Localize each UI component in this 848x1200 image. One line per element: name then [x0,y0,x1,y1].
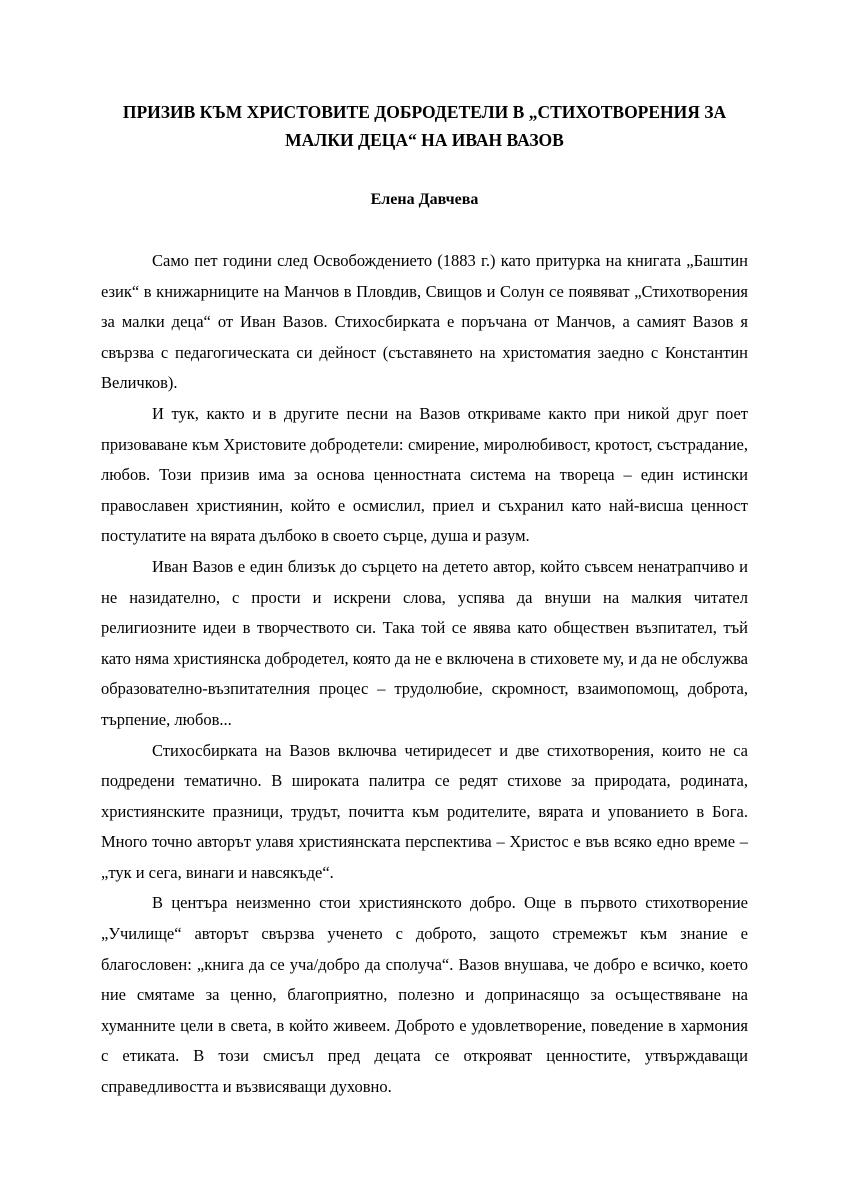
document-page [101,98,748,1103]
paragraph-5: В центъра неизменно стои християнското добро. Още в първото стихотворение „Училище“ авторът свързва ученето с доброто, защото стремежът към знание е благословен: „книга да се уча/добро да сполуча“. Вазов внушава, че добро е всичко, което ние смятаме за ценно, благоприятно, полезно и допринасящо за осъществяване на хуманните цели в света, в който живеем. Доброто е удовлетворение, поведение в хармония с етиката. В този смисъл пред децата се открояват ценностите, утвърждаващи справедливостта и възвисяващи духовно. [101,893,748,1097]
paragraph-3: Иван Вазов е един близък до сърцето на детето автор, който съвсем ненатрапчиво и не назидателно, с прости и искрени слова, успява да внуши на малкия читател религиозните идеи в творчеството си. Така той се явява като обществен възпитател, тъй като няма християнска добродетел, която да не е включена в стиховете му, и да не обслужва образователно-възпитателния процес – трудолюбие, скромност, взаимопомощ, доброта, търпение, любов... [101,556,748,729]
page-title [101,98,748,154]
title-line-2: МАЛКИ ДЕЦА“ НА ИВАН ВАЗОВ [285,130,564,150]
article-body [101,246,748,1103]
title-line-1: ПРИЗИВ КЪМ ХРИСТОВИТЕ ДОБРОДЕТЕЛИ В „СТИХОТВОРЕНИЯ ЗА [122,102,727,122]
paragraph-2: И тук, както и в другите песни на Вазов откриваме както при никой друг поет призоваване към Христовите добродетели: смирение, миролюбивост, кротост, състрадание, любов. Този призив има за основа ценностната система на твореца – един истински православен християнин, който е осмислил, приел и съхранил като най-висша ценност постулатите на вярата дълбоко в своето сърце, душа и разум. [101,403,748,546]
author-name: Елена Давчева [370,191,479,208]
paragraph-4: Стихосбирката на Вазов включва четиридесет и две стихотворения, които не са подредени тематично. В широката палитра се редят стихове за природата, родината, християнските празници, трудът, почитта към родителите, вярата и упованието в Бога. Много точно авторът улавя християнската перспектива – Христос е във всяко едно време – „тук и сега, винаги и навсякъде“. [101,740,748,882]
paragraph-1: Само пет години след Освобождението (1883 г.) като притурка на книгата „Баштин език“ в книжарниците на Манчов в Пловдив, Свищов и Солун се появяват „Стихотворения за малки деца“ от Иван Вазов. Стихосбирката е поръчана от Манчов, а самият Вазов я свързва с педагогическата си дейност (съставянето на христоматия заедно с Константин Величков). [101,251,748,393]
